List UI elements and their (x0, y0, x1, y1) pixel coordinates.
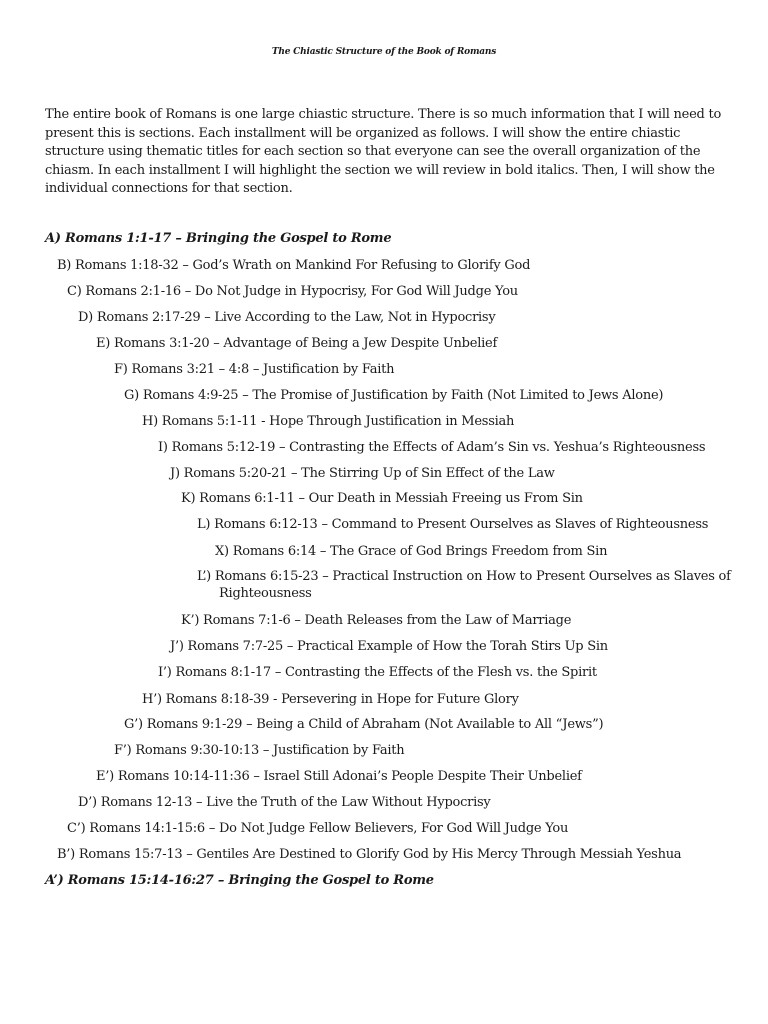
outline-entry-d-prime: D’) Romans 12-13 – Live the Truth of the Law Without Hypocrisy (78, 795, 491, 810)
outline-entry-f-prime: F’) Romans 9:30-10:13 – Justification by Faith (114, 743, 405, 758)
outline-entry-b: B) Romans 1:18-32 – God’s Wrath on Mankind For Refusing to Glorify God (57, 258, 531, 273)
outline-entry-g: G) Romans 4:9-25 – The Promise of Justification by Faith (Not Limited to Jews Alone) (124, 388, 664, 403)
outline-entry-a: A) Romans 1:1-17 – Bringing the Gospel to Rome (45, 231, 392, 246)
outline-entry-i: I) Romans 5:12-19 – Contrasting the Effects of Adam’s Sin vs. Yeshua’s Righteousness (158, 440, 706, 455)
outline-entry-e-prime: E’) Romans 10:14-11:36 – Israel Still Adonai’s People Despite Their Unbelief (96, 769, 582, 784)
outline-entry-l-prime: L’) Romans 6:15-23 – Practical Instruction on How to Present Ourselves as Slaves of Righteousness (197, 569, 731, 601)
outline-entry-j: J) Romans 5:20-21 – The Stirring Up of Sin Effect of the Law (170, 466, 555, 481)
outline-entry-h-prime: H’) Romans 8:18-39 - Persevering in Hope for Future Glory (142, 692, 519, 707)
outline-entry-c: C) Romans 2:1-16 – Do Not Judge in Hypocrisy, For God Will Judge You (67, 284, 518, 299)
outline-entry-d: D) Romans 2:17-29 – Live According to the Law, Not in Hypocrisy (78, 310, 496, 325)
outline-entry-h: H) Romans 5:1-11 - Hope Through Justification in Messiah (142, 414, 515, 429)
intro-paragraph: The entire book of Romans is one large chiastic structure. There is so much information that I will need to present this is sections. Each installment will be organized as follows. I will show the entire chiastic structure using thematic titles for each section so that everyone can see the overall organization of the chiasm. In each installment I will highlight the section we will review in bold italics. Then, I will show the individual connections for that section. (45, 107, 722, 196)
outline-entry-x: X) Romans 6:14 – The Grace of God Brings Freedom from Sin (215, 544, 608, 559)
outline-entry-g-prime: G’) Romans 9:1-29 – Being a Child of Abraham (Not Available to All “Jews”) (124, 717, 604, 732)
outline-entry-a-prime: A’) Romans 15:14-16:27 – Bringing the Gospel to Rome (45, 873, 434, 888)
outline-entry-k: K) Romans 6:1-11 – Our Death in Messiah Freeing us From Sin (181, 491, 583, 506)
outline-entry-c-prime: C’) Romans 14:1-15:6 – Do Not Judge Fellow Believers, For God Will Judge You (67, 821, 569, 836)
outline-entry-k-prime: K’) Romans 7:1-6 – Death Releases from the Law of Marriage (181, 613, 572, 628)
outline-entry-i-prime: I’) Romans 8:1-17 – Contrasting the Effects of the Flesh vs. the Spirit (158, 665, 597, 680)
outline-entry-f: F) Romans 3:21 – 4:8 – Justification by Faith (114, 362, 395, 377)
outline-entry-e: E) Romans 3:1-20 – Advantage of Being a Jew Despite Unbelief (96, 336, 498, 351)
outline-entry-b-prime: B’) Romans 15:7-13 – Gentiles Are Destined to Glorify God by His Mercy Through Messiah Yeshua (57, 847, 682, 862)
outline-entry-j-prime: J’) Romans 7:7-25 – Practical Example of How the Torah Stirs Up Sin (170, 639, 608, 654)
outline-entry-l: L) Romans 6:12-13 – Command to Present Ourselves as Slaves of Righteousness (197, 517, 709, 532)
document-title: The Chiastic Structure of the Book of Romans (271, 47, 497, 57)
